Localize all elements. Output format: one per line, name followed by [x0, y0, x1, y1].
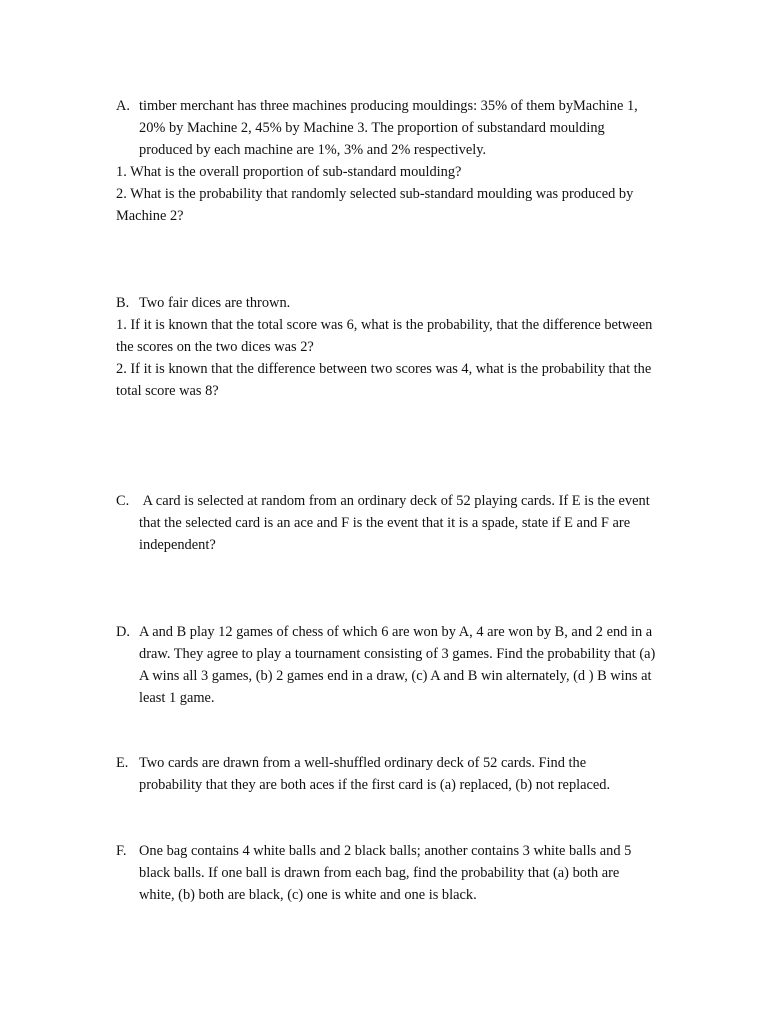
problem-a-question-1: 1. What is the overall proportion of sub-standard moulding?: [116, 164, 462, 180]
problem-f: [116, 840, 656, 906]
problem-d-text: A and B play 12 games of chess of which 6 are won by A, 4 are won by B, and 2 end in a draw. They agree to play a tournament consisting of 3 games. Find the probability that (a) A wins all 3 games, (b) 2 games end in a draw, (c) A and B win alternately, (d ) B wins at least 1 game.: [139, 624, 656, 706]
problem-d: [116, 621, 656, 709]
problem-d-letter: D.: [116, 624, 130, 640]
problem-c-letter: C.: [116, 493, 130, 509]
problem-f-text: One bag contains 4 white balls and 2 black balls; another contains 3 white balls and 5 black balls. If one ball is drawn from each bag, find the probability that (a) both are white, (b) both are black, (c) one is white and one is black.: [139, 843, 632, 903]
problem-c-statement: [116, 490, 656, 556]
problem-f-letter: F.: [116, 843, 127, 859]
problem-e-statement: [116, 752, 656, 796]
problem-b-question-2: 2. If it is known that the difference between two scores was 4, what is the probability that the total score was 8?: [116, 361, 652, 399]
problem-a: [116, 95, 656, 227]
problem-e-letter: E.: [116, 755, 129, 771]
problem-b-question-1: 1. If it is known that the total score was 6, what is the probability, that the difference between the scores on the two dices was 2?: [116, 317, 653, 355]
problem-e-text-line-2: probability that they are both aces if the first card is (a) replaced, (b) not replaced.: [139, 777, 611, 793]
problem-b-text: Two fair dices are thrown.: [139, 295, 291, 311]
problem-a-text: timber merchant has three machines producing mouldings: 35% of them byMachine 1, 20% by Machine 2, 45% by Machine 3. The proportion of substandard moulding produced by each machine are 1%, 3% and 2% respectively.: [139, 98, 638, 158]
problem-b-statement: [116, 292, 656, 314]
problem-e: [116, 752, 656, 796]
problem-a-letter: A.: [116, 98, 130, 114]
problem-b: [116, 292, 656, 402]
problem-f-statement: [116, 840, 656, 906]
problem-d-statement: [116, 621, 656, 709]
problem-c-text: A card is selected at random from an ordinary deck of 52 playing cards. If E is the event that the selected card is an ace and F is the event that it is a spade, state if E and F are independent?: [139, 493, 654, 553]
problem-a-statement: [116, 95, 656, 161]
problem-e-text-line-1: Two cards are drawn from a well-shuffled ordinary deck of 52 cards. Find the: [139, 755, 587, 771]
problem-a-question-2: 2. What is the probability that randomly selected sub-standard moulding was produced by Machine 2?: [116, 186, 634, 224]
problem-c: [116, 490, 656, 556]
problem-b-letter: B.: [116, 295, 130, 311]
